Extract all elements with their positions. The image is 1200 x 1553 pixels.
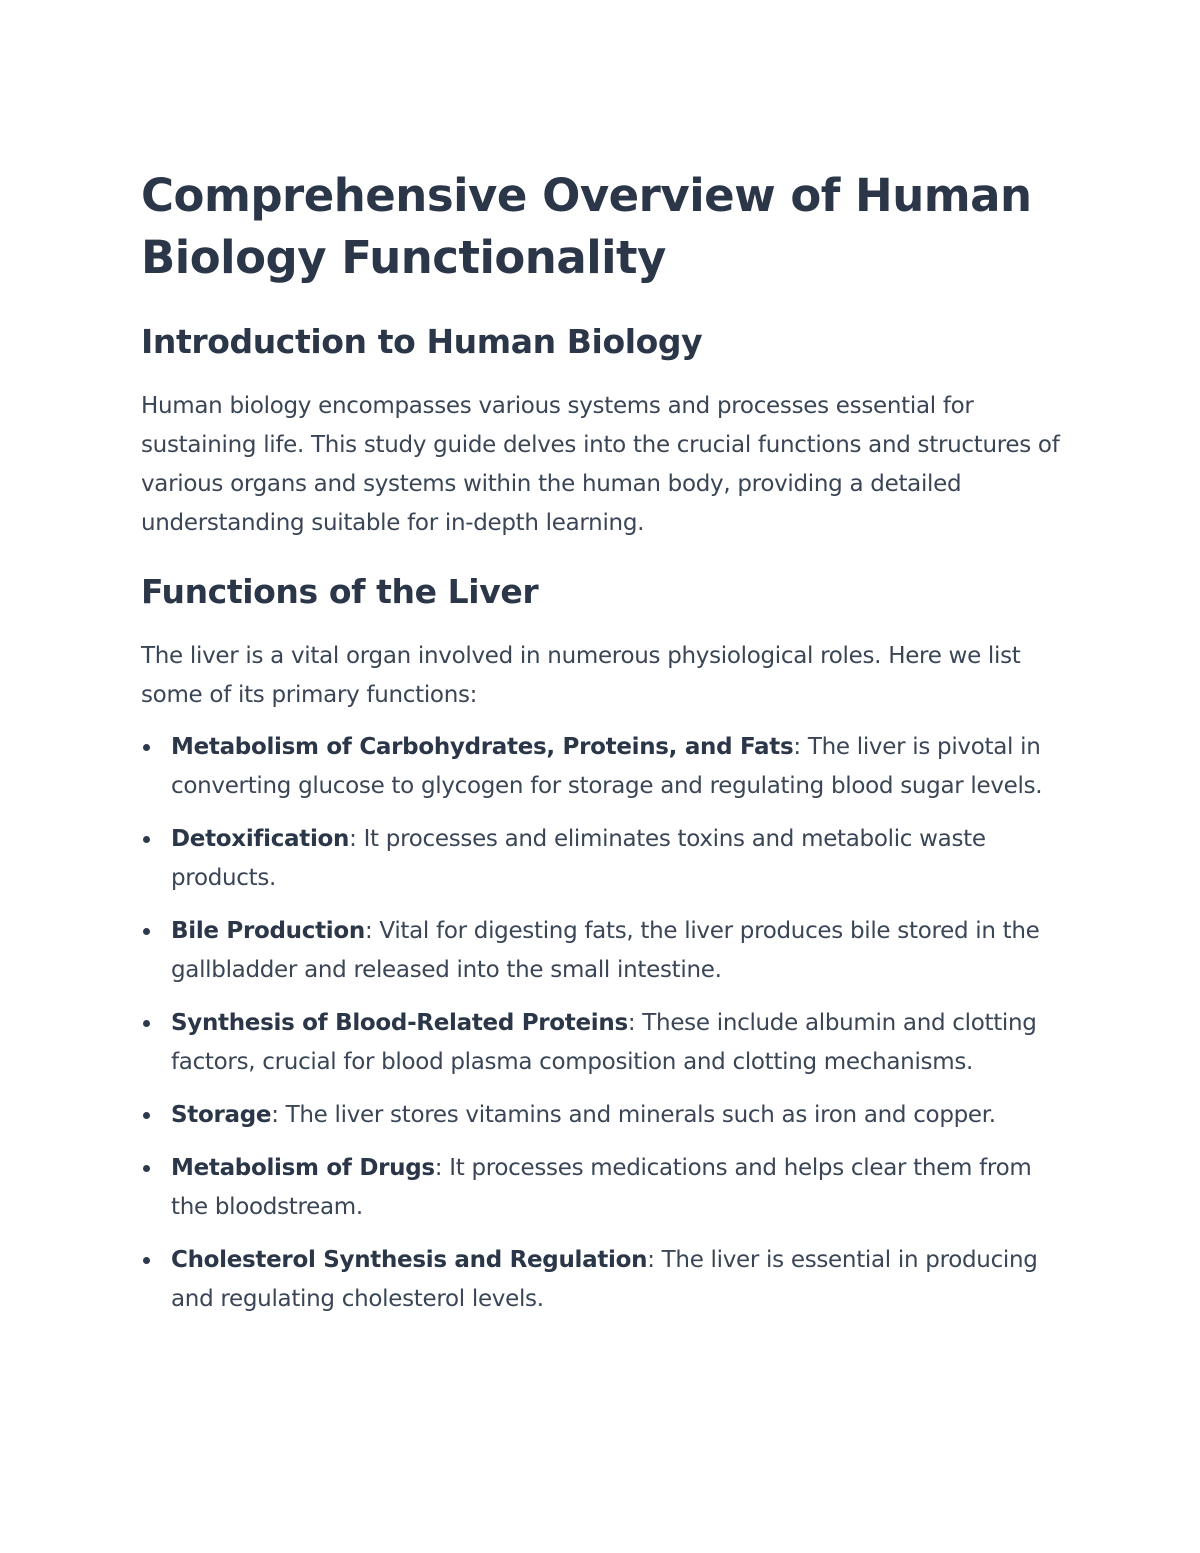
list-item-description: : Vital for digesting fats, the liver produces bile stored in the gallbladder and released into the small intestine. — [171, 918, 1040, 983]
document-page — [141, 165, 1066, 1333]
liver-functions-list — [141, 728, 1066, 1319]
page-title: Comprehensive Overview of Human Biology Functionality — [141, 169, 1032, 284]
list-item — [141, 1096, 1066, 1135]
list-item-term: Synthesis of Blood-Related Proteins — [171, 1010, 628, 1036]
list-item-term: Metabolism of Carbohydrates, Proteins, and Fats — [171, 734, 794, 760]
introduction-paragraph: Human biology encompasses various systems and processes essential for sustaining life. This study guide delves into the crucial functions and structures of various organs and systems within the human body, providing a detailed understanding suitable for in-depth learning. — [141, 393, 1060, 536]
section-heading-liver-functions: Functions of the Liver — [141, 572, 539, 611]
list-item — [141, 912, 1066, 990]
list-item-description: : It processes and eliminates toxins and metabolic waste products. — [171, 826, 986, 891]
list-item-description: : The liver is pivotal in converting glucose to glycogen for storage and regulating blood sugar levels. — [171, 734, 1043, 799]
bullet-icon — [143, 1020, 150, 1027]
list-item-description: : The liver is essential in producing and regulating cholesterol levels. — [171, 1247, 1038, 1312]
list-item-description: : It processes medications and helps clear them from the bloodstream. — [171, 1155, 1032, 1220]
list-item-term: Bile Production — [171, 918, 365, 944]
bullet-icon — [143, 1257, 150, 1264]
list-item — [141, 1149, 1066, 1227]
list-item-description: : The liver stores vitamins and minerals such as iron and copper. — [271, 1102, 996, 1128]
bullet-icon — [143, 1112, 150, 1119]
bullet-icon — [143, 836, 150, 843]
list-item — [141, 728, 1066, 806]
bullet-icon — [143, 928, 150, 935]
list-item-description: : These include albumin and clotting factors, crucial for blood plasma composition and clotting mechanisms. — [171, 1010, 1037, 1075]
list-item — [141, 1241, 1066, 1319]
list-item-term: Cholesterol Synthesis and Regulation — [171, 1247, 648, 1273]
bullet-icon — [143, 744, 150, 751]
section-heading-introduction: Introduction to Human Biology — [141, 322, 703, 361]
liver-intro-paragraph: The liver is a vital organ involved in numerous physiological roles. Here we list some of its primary functions: — [141, 643, 1021, 708]
list-item-term: Metabolism of Drugs — [171, 1155, 435, 1181]
bullet-icon — [143, 1165, 150, 1172]
list-item-term: Storage — [171, 1102, 272, 1128]
list-item — [141, 1004, 1066, 1082]
list-item-term: Detoxification — [171, 826, 350, 852]
list-item — [141, 820, 1066, 898]
